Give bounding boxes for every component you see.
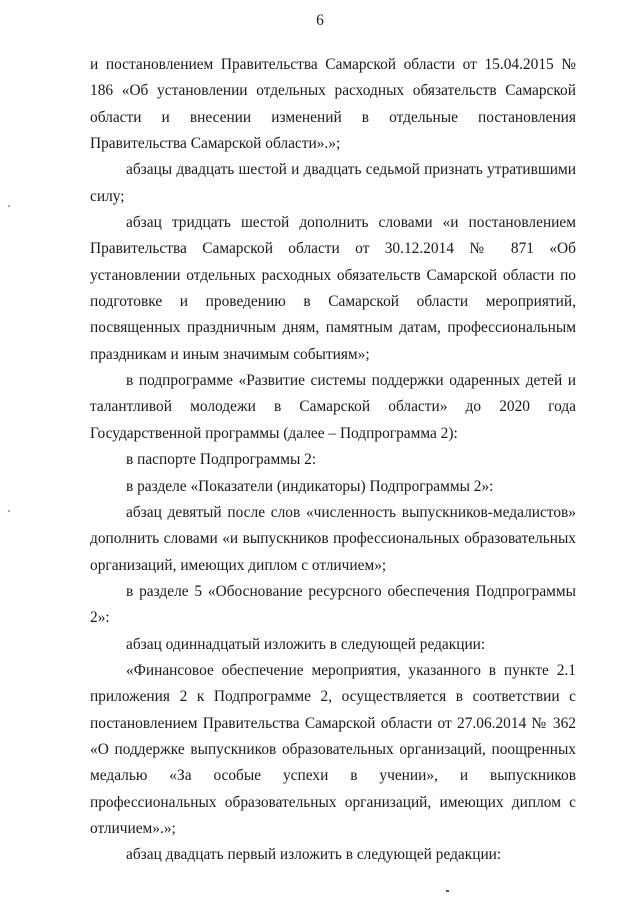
paragraph-7: абзац девятый после слов «численность выпускников-медалистов» дополнить словами «и выпускников профессиональных образовательных организаций, имеющих диплом с отличием»; (90, 503, 576, 574)
margin-scan-mark (8, 205, 10, 207)
paragraph-9: абзац одиннадцатый изложить в следующей редакции: (126, 635, 486, 653)
scan-artifact-mark (446, 890, 449, 892)
page-number: 6 (316, 12, 324, 29)
paragraph-4: в подпрограмме «Развитие системы поддержки одаренных детей и талантливой молодежи в Самарской области» до 2020 года Государственной программы (далее – Подпрограмма 2): (90, 372, 576, 442)
paragraph-2: абзацы двадцать шестой и двадцать седьмой признать утратившими силу; (90, 161, 576, 205)
paragraph-6: в разделе «Показатели (индикаторы) Подпрограммы 2»: (126, 477, 494, 495)
paragraph-5: в паспорте Подпрограммы 2: (126, 451, 317, 469)
margin-scan-mark (8, 510, 10, 512)
paragraph-10: «Финансовое обеспечение мероприятия, указанного в пункте 2.1 приложения 2 к Подпрограмме 2, осуществляется в соответствии с постановлением Правительства Самарской области от 27.06.2014 № 362 «О поддержке выпускников образовательных организаций, поощренных медалью «За особые успехи в учении», и выпускников профессиональных образовательных организаций, имеющих диплом с отличием».»; (90, 661, 576, 837)
paragraph-11: абзац двадцать первый изложить в следующей редакции: (126, 846, 502, 864)
paragraph-8: в разделе 5 «Обоснование ресурсного обеспечения Подпрограммы 2»: (90, 582, 576, 627)
paragraph-3: абзац тридцать шестой дополнить словами «и постановлением Правительства Самарской области от 30.12.2014 № 871 «Об установлении отдельных расходных обязательств Самарской области по подготовке и проведению в Самарской области мероприятий, посвященных праздничным дням, памятным датам, профессиональным праздникам и иным значимым событиям»; (90, 214, 576, 363)
document-body (90, 52, 576, 869)
paragraph-1: и постановлением Правительства Самарской области от 15.04.2015 № 186 «Об установлении отдельных расходных обязательств Самарской области и внесении изменений в отдельные постановления Правительства Самарской области».»; (90, 56, 576, 153)
